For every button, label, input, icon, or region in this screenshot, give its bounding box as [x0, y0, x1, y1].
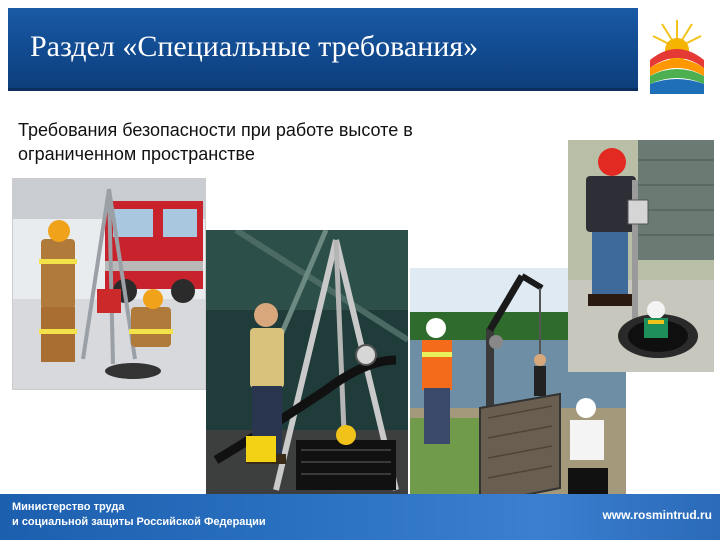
- footer-bar: [0, 494, 720, 540]
- subtitle-line-1: Требования безопасности при работе высоте в: [18, 120, 413, 140]
- slide-title: Раздел «Специальные требования»: [30, 30, 479, 63]
- worker-tripod-hatch-photo: [206, 230, 408, 500]
- footer-org-line-1: Министерство труда: [12, 501, 125, 513]
- footer-organization: [12, 500, 266, 530]
- worker-winch-manhole-photo: [568, 140, 714, 372]
- subtitle-line-2: ограниченном пространстве: [18, 144, 255, 164]
- firefighters-tripod-photo: [12, 178, 206, 390]
- slide-subtitle: [18, 118, 538, 166]
- footer-website-link[interactable]: www.rosmintrud.ru: [602, 508, 712, 522]
- title-banner: [8, 8, 638, 91]
- footer-org-line-2: и социальной защиты Российской Федерации: [12, 516, 266, 528]
- ministry-logo-icon: [640, 8, 712, 96]
